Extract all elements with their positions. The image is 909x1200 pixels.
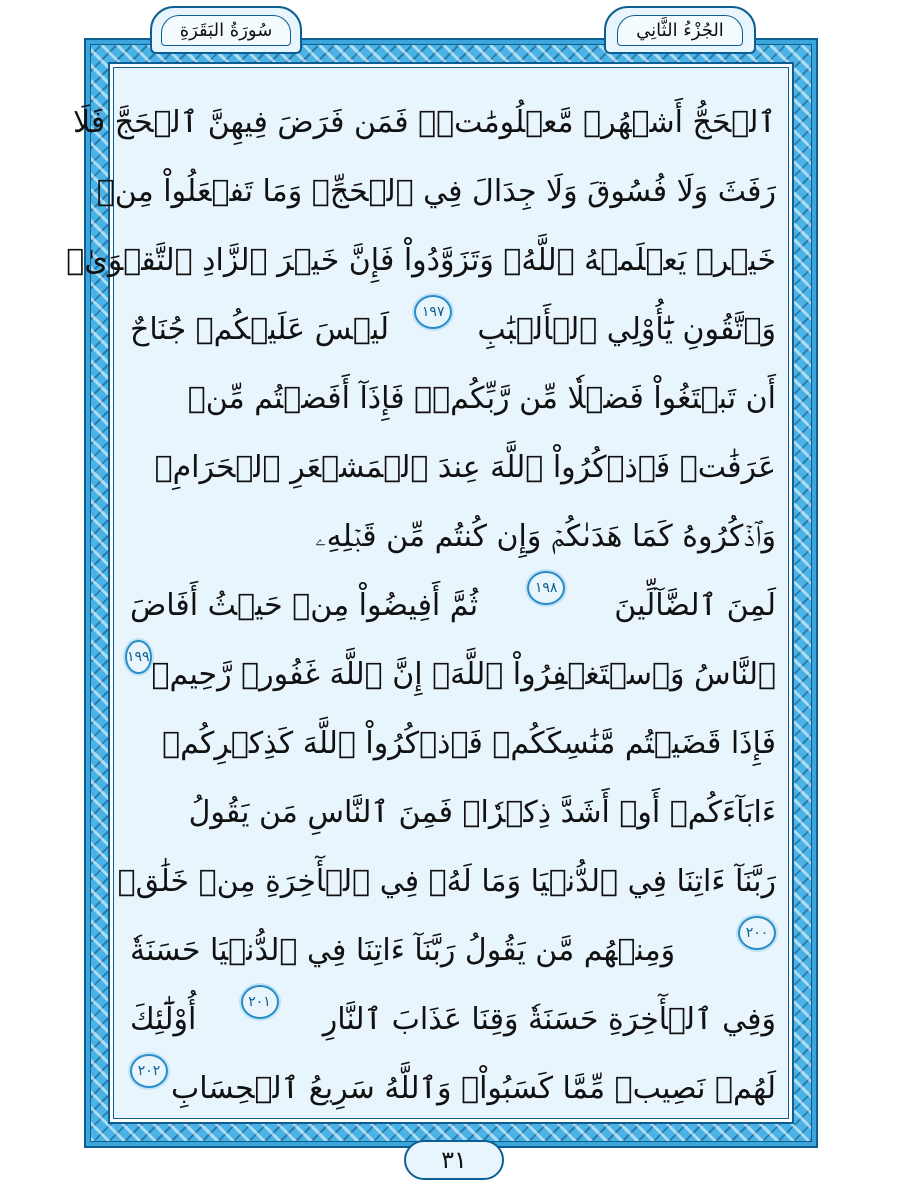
verse-text: لَهُمۡ نَصِيبٞ مِّمَّا كَسَبُواْۚ وَٱللَّهُ سَرِيعُ ٱلۡحِسَابِ: [171, 1071, 776, 1106]
verse-text: فَإِذَا قَضَيۡتُم مَّنَٰسِكَكُمۡ فَٱذۡكُرُواْ ٱللَّهَ كَذِكۡرِكُمۡ: [162, 726, 776, 761]
surah-name-tab: [150, 6, 302, 54]
verse-text: وَفِي ٱلۡأٓخِرَةِ حَسَنَةٗ وَقِنَا عَذَابَ ٱلنَّارِ: [322, 1002, 776, 1037]
verse-line: [130, 433, 776, 503]
verse-text: ءَابَآءَكُمۡ أَوۡ أَشَدَّ ذِكۡرٗاۗ فَمِنَ ٱلنَّاسِ مَن يَقُولُ: [188, 795, 776, 830]
quran-text: [66, 88, 776, 1123]
verse-text: خَيۡرٖ يَعۡلَمۡهُ ٱللَّهُۗ وَتَزَوَّدُواْ فَإِنَّ خَيۡرَ ٱلزَّادِ ٱلتَّقۡوَىٰۖ: [66, 243, 776, 278]
verse-text: ثُمَّ أَفِيضُواْ مِنۡ حَيۡثُ أَفَاضَ: [130, 588, 479, 623]
verse-text: أُوْلَٰٓئِكَ: [130, 1002, 197, 1037]
verse-line: [96, 157, 776, 227]
juz-name-tab: [604, 6, 756, 54]
page-number-badge: [404, 1140, 504, 1180]
verse-text: أَن تَبۡتَغُواْ فَضۡلٗا مِّن رَّبِّكُمۡۚ فَإِذَآ أَفَضۡتُم مِّنۡ: [187, 381, 776, 416]
verse-text: وَٱتَّقُونِ يَٰٓأُوْلِي ٱلۡأَلۡبَٰبِ: [477, 312, 776, 347]
ayah-number-marker: ٢٠٠: [738, 916, 776, 950]
verse-text: ٱلنَّاسُ وَٱسۡتَغۡفِرُواْ ٱللَّهَۚ إِنَّ ٱللَّهَ غَفُورٞ رَّحِيمٞ: [151, 657, 776, 692]
ayah-number-marker: ٢٠٢: [130, 1054, 168, 1088]
verse-text: عَرَفَٰتٖ فَٱذۡكُرُواْ ٱللَّهَ عِندَ ٱلۡمَشۡعَرِ ٱلۡحَرَامِۖ: [154, 450, 776, 485]
verse-line: [130, 778, 776, 848]
verse-text: وَٱذۡكُرُوهُ كَمَا هَدَىٰكُمۡ وَإِن كُنتُم مِّن قَبۡلِهِۦ: [315, 519, 776, 554]
surah-name: سُورَةُ البَقَرَةِ: [161, 15, 292, 46]
verse-line: [130, 985, 776, 1055]
verse-text: وَمِنۡهُم مَّن يَقُولُ رَبَّنَآ ءَاتِنَا فِي ٱلدُّنۡيَا حَسَنَةٗ: [130, 933, 676, 968]
verse-line: [72, 88, 776, 158]
ayah-number-marker: ١٩٨: [527, 571, 565, 605]
verse-line: [126, 640, 776, 710]
verse-text: لَيۡسَ عَلَيۡكُمۡ جُنَاحٌ: [130, 312, 390, 347]
ayah-number-marker: ١٩٧: [414, 295, 452, 329]
ayah-number-marker: ١٩٩: [125, 640, 152, 674]
verse-text: رَفَثَ وَلَا فُسُوقَ وَلَا جِدَالَ فِي ٱلۡحَجِّۗ وَمَا تَفۡعَلُواْ مِنۡ: [96, 174, 776, 209]
verse-line: [130, 709, 776, 779]
page-number: ٣١: [441, 1146, 467, 1174]
verse-line: [130, 1054, 776, 1124]
verse-text: لَمِنَ ٱلضَّآلِّينَ: [614, 588, 776, 623]
ayah-number-marker: ٢٠١: [241, 985, 279, 1019]
verse-line: [130, 295, 776, 365]
verse-line: [66, 226, 776, 296]
verse-line: [130, 502, 776, 572]
verse-line: [117, 847, 776, 917]
verse-line: [130, 916, 776, 986]
verse-line: [130, 571, 776, 641]
juz-name: الجُزْءُ الثَّانِي: [617, 15, 743, 46]
verse-text: رَبَّنَآ ءَاتِنَا فِي ٱلدُّنۡيَا وَمَا لَهُۥ فِي ٱلۡأٓخِرَةِ مِنۡ خَلَٰقٖ: [117, 864, 776, 899]
verse-text: ٱلۡحَجُّ أَشۡهُرٞ مَّعۡلُومَٰتٞۚ فَمَن فَرَضَ فِيهِنَّ ٱلۡحَجَّ فَلَا: [72, 105, 776, 140]
verse-line: [130, 364, 776, 434]
